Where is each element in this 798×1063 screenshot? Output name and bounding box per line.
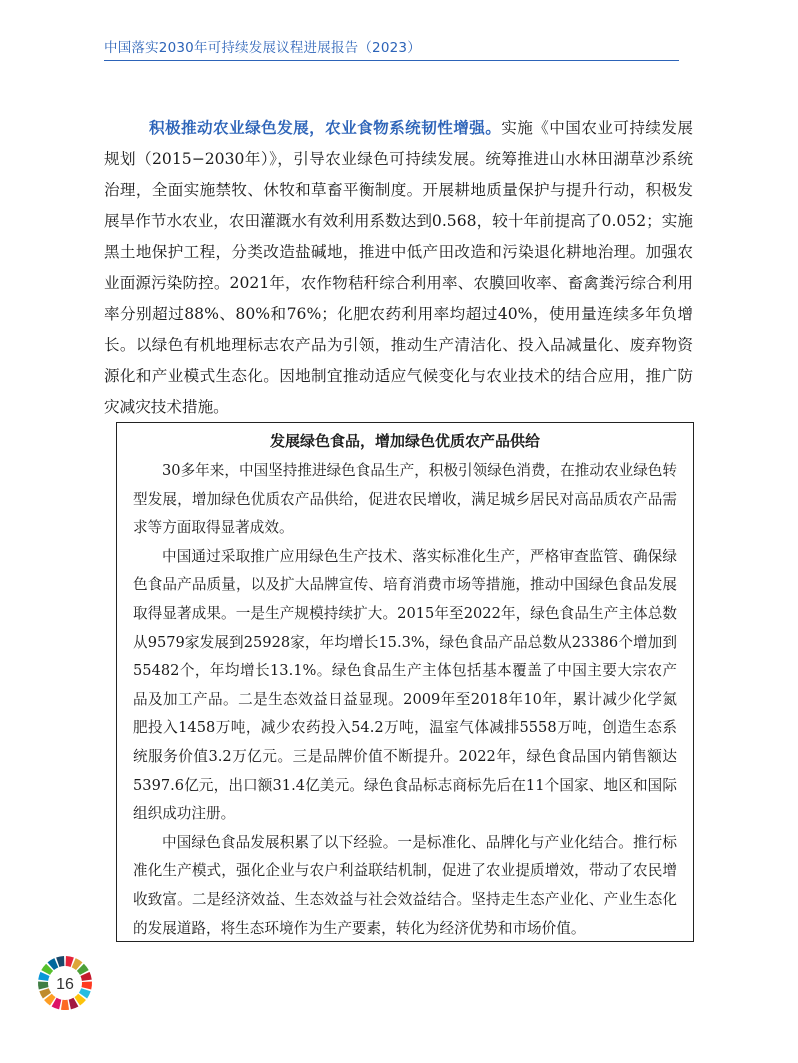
box-paragraph-2: 中国通过采取推广应用绿色生产技术、落实标准化生产，严格审查监管、确保绿色食品产品质量，以及扩大品牌宣传、培育消费市场等措施，推动中国绿色食品发展取得显著成果。一是生产规模持续扩大。2015年至2022年，绿色食品生产主体总数从9579家发展到25928家，年均增长15.3%，绿色食品产品总数从23386个增加到55482个，年均增长13.1%。绿色食品生产主体包括基本覆盖了中国主要大宗农产品及加工产品。二是生态效益日益显现。2009年至2018年10年，累计减少化学氮肥投入1458万吨，减少农药投入54.2万吨，温室气体减排5558万吨，创造生态系统服务价值3.2万亿元。三是品牌价值不断提升。2022年，绿色食品国内销售额达5397.6亿元，出口额31.4亿美元。绿色食品标志商标先后在11个国家、地区和国际组织成功注册。 xyxy=(133,547,677,823)
box-paragraph-1: 30多年来，中国坚持推进绿色食品生产，积极引领绿色消费，在推动农业绿色转型发展，增加绿色优质农产品供给，促进农民增收，满足城乡居民对高品质农产品需求等方面取得显著成效。 xyxy=(133,462,677,537)
report-header-title: 中国落实2030年可持续发展议程进展报告（2023） xyxy=(104,40,421,56)
header-divider xyxy=(104,60,679,61)
sdg-wheel-segment xyxy=(61,1000,69,1010)
main-body-text: 实施《中国农业可持续发展规划（2015−2030年）》，引导农业绿色可持续发展。统筹推进山水林田湖草沙系统治理，全面实施禁牧、休牧和草畜平衡制度。开展耕地质量保护与提升行动，积极发展旱作节水农业，农田灌溉水有效利用系数达到0.568，较十年前提高了0.052；实施黑土地保护工程，分类改造盐碱地，推进中低产田改造和污染退化耕地治理。加强农业面源污染防控。2021年，农作物秸秆综合利用率、农膜回收率、畜禽粪污综合利用率分别超过88%、80%和76%；化肥农药利用率均超过40%，使用量连续多年负增长。以绿色有机地理标志农产品为引领，推动生产清洁化、投入品减量化、废弃物资源化和产业模式生态化。因地制宜推动适应气候变化与农业技术的结合应用，推广防灾减灾技术措施。 xyxy=(104,119,693,416)
lead-sentence: 积极推动农业绿色发展，农业食物系统韧性增强。 xyxy=(149,118,502,137)
sdg-wheel-segment xyxy=(38,981,48,989)
main-paragraph xyxy=(104,112,693,423)
box-title: 发展绿色食品，增加绿色优质农产品供给 xyxy=(269,432,540,450)
case-study-box xyxy=(116,422,694,942)
sdg-page-number-badge xyxy=(37,955,93,1011)
sdg-wheel-segment xyxy=(82,981,92,989)
page-number: 16 xyxy=(56,976,74,993)
box-paragraph-3: 中国绿色食品发展积累了以下经验。一是标准化、品牌化与产业化结合。推行标准化生产模式，强化企业与农户利益联结机制，促进了农业提质增效，带动了农民增收致富。二是经济效益、生态效益与社会效益结合。坚持走生态产业化、产业生态化的发展道路，将生态环境作为生产要素，转化为经济优势和市场价值。 xyxy=(133,833,677,937)
